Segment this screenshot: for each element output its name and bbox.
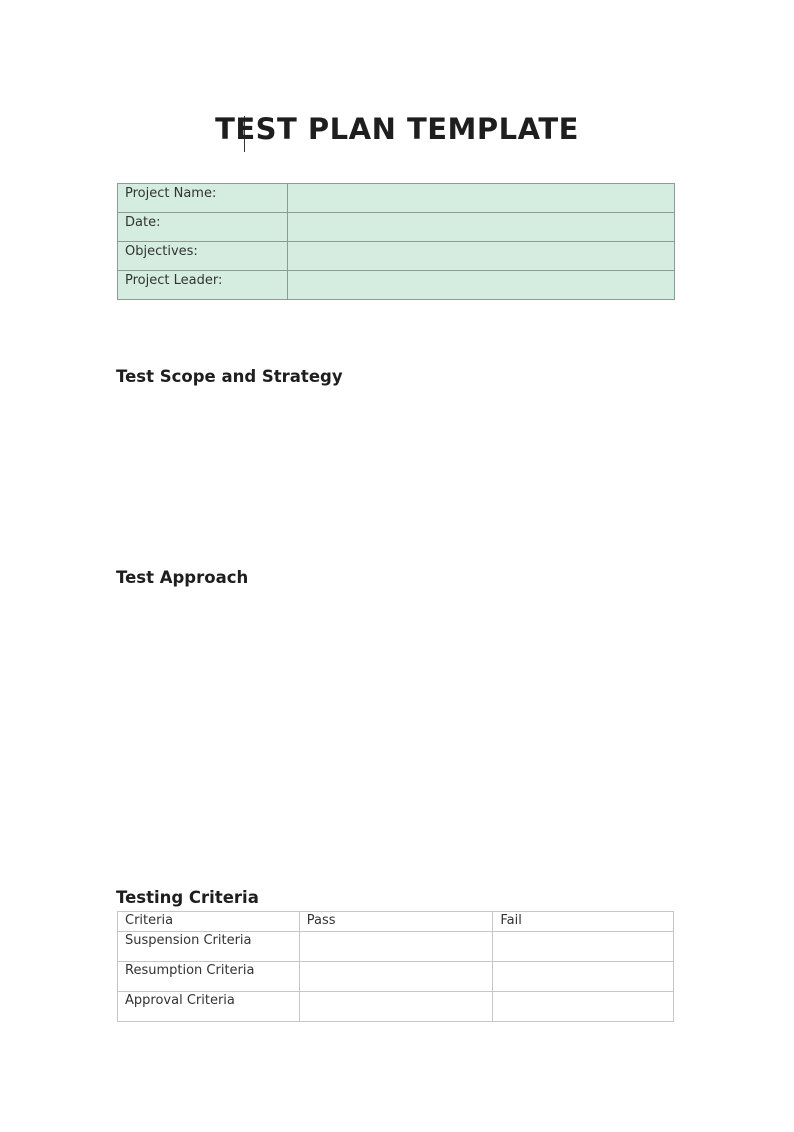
resumption-pass-cell[interactable] [299,962,493,992]
approach-heading: Test Approach [116,568,249,587]
criteria-table [117,911,674,1022]
criteria-column-header: Criteria [118,912,300,932]
project-name-field[interactable] [288,184,675,213]
date-label: Date: [118,213,288,242]
objectives-label: Objectives: [118,242,288,271]
table-row [118,932,674,962]
project-leader-field[interactable] [288,271,675,300]
table-row [118,242,675,271]
table-row [118,992,674,1022]
scope-heading: Test Scope and Strategy [116,367,343,386]
page-title: TEST PLAN TEMPLATE [215,112,579,146]
resumption-fail-cell[interactable] [493,962,674,992]
suspension-fail-cell[interactable] [493,932,674,962]
fail-column-header: Fail [493,912,674,932]
date-field[interactable] [288,213,675,242]
approval-criteria-label: Approval Criteria [118,992,300,1022]
criteria-heading: Testing Criteria [116,888,259,907]
table-row [118,271,675,300]
table-header-row [118,912,674,932]
project-info-table [117,183,675,300]
resumption-criteria-label: Resumption Criteria [118,962,300,992]
project-leader-label: Project Leader: [118,271,288,300]
table-row [118,184,675,213]
table-row [118,962,674,992]
suspension-criteria-label: Suspension Criteria [118,932,300,962]
approval-pass-cell[interactable] [299,992,493,1022]
pass-column-header: Pass [299,912,493,932]
suspension-pass-cell[interactable] [299,932,493,962]
project-name-label: Project Name: [118,184,288,213]
approval-fail-cell[interactable] [493,992,674,1022]
table-row [118,213,675,242]
objectives-field[interactable] [288,242,675,271]
